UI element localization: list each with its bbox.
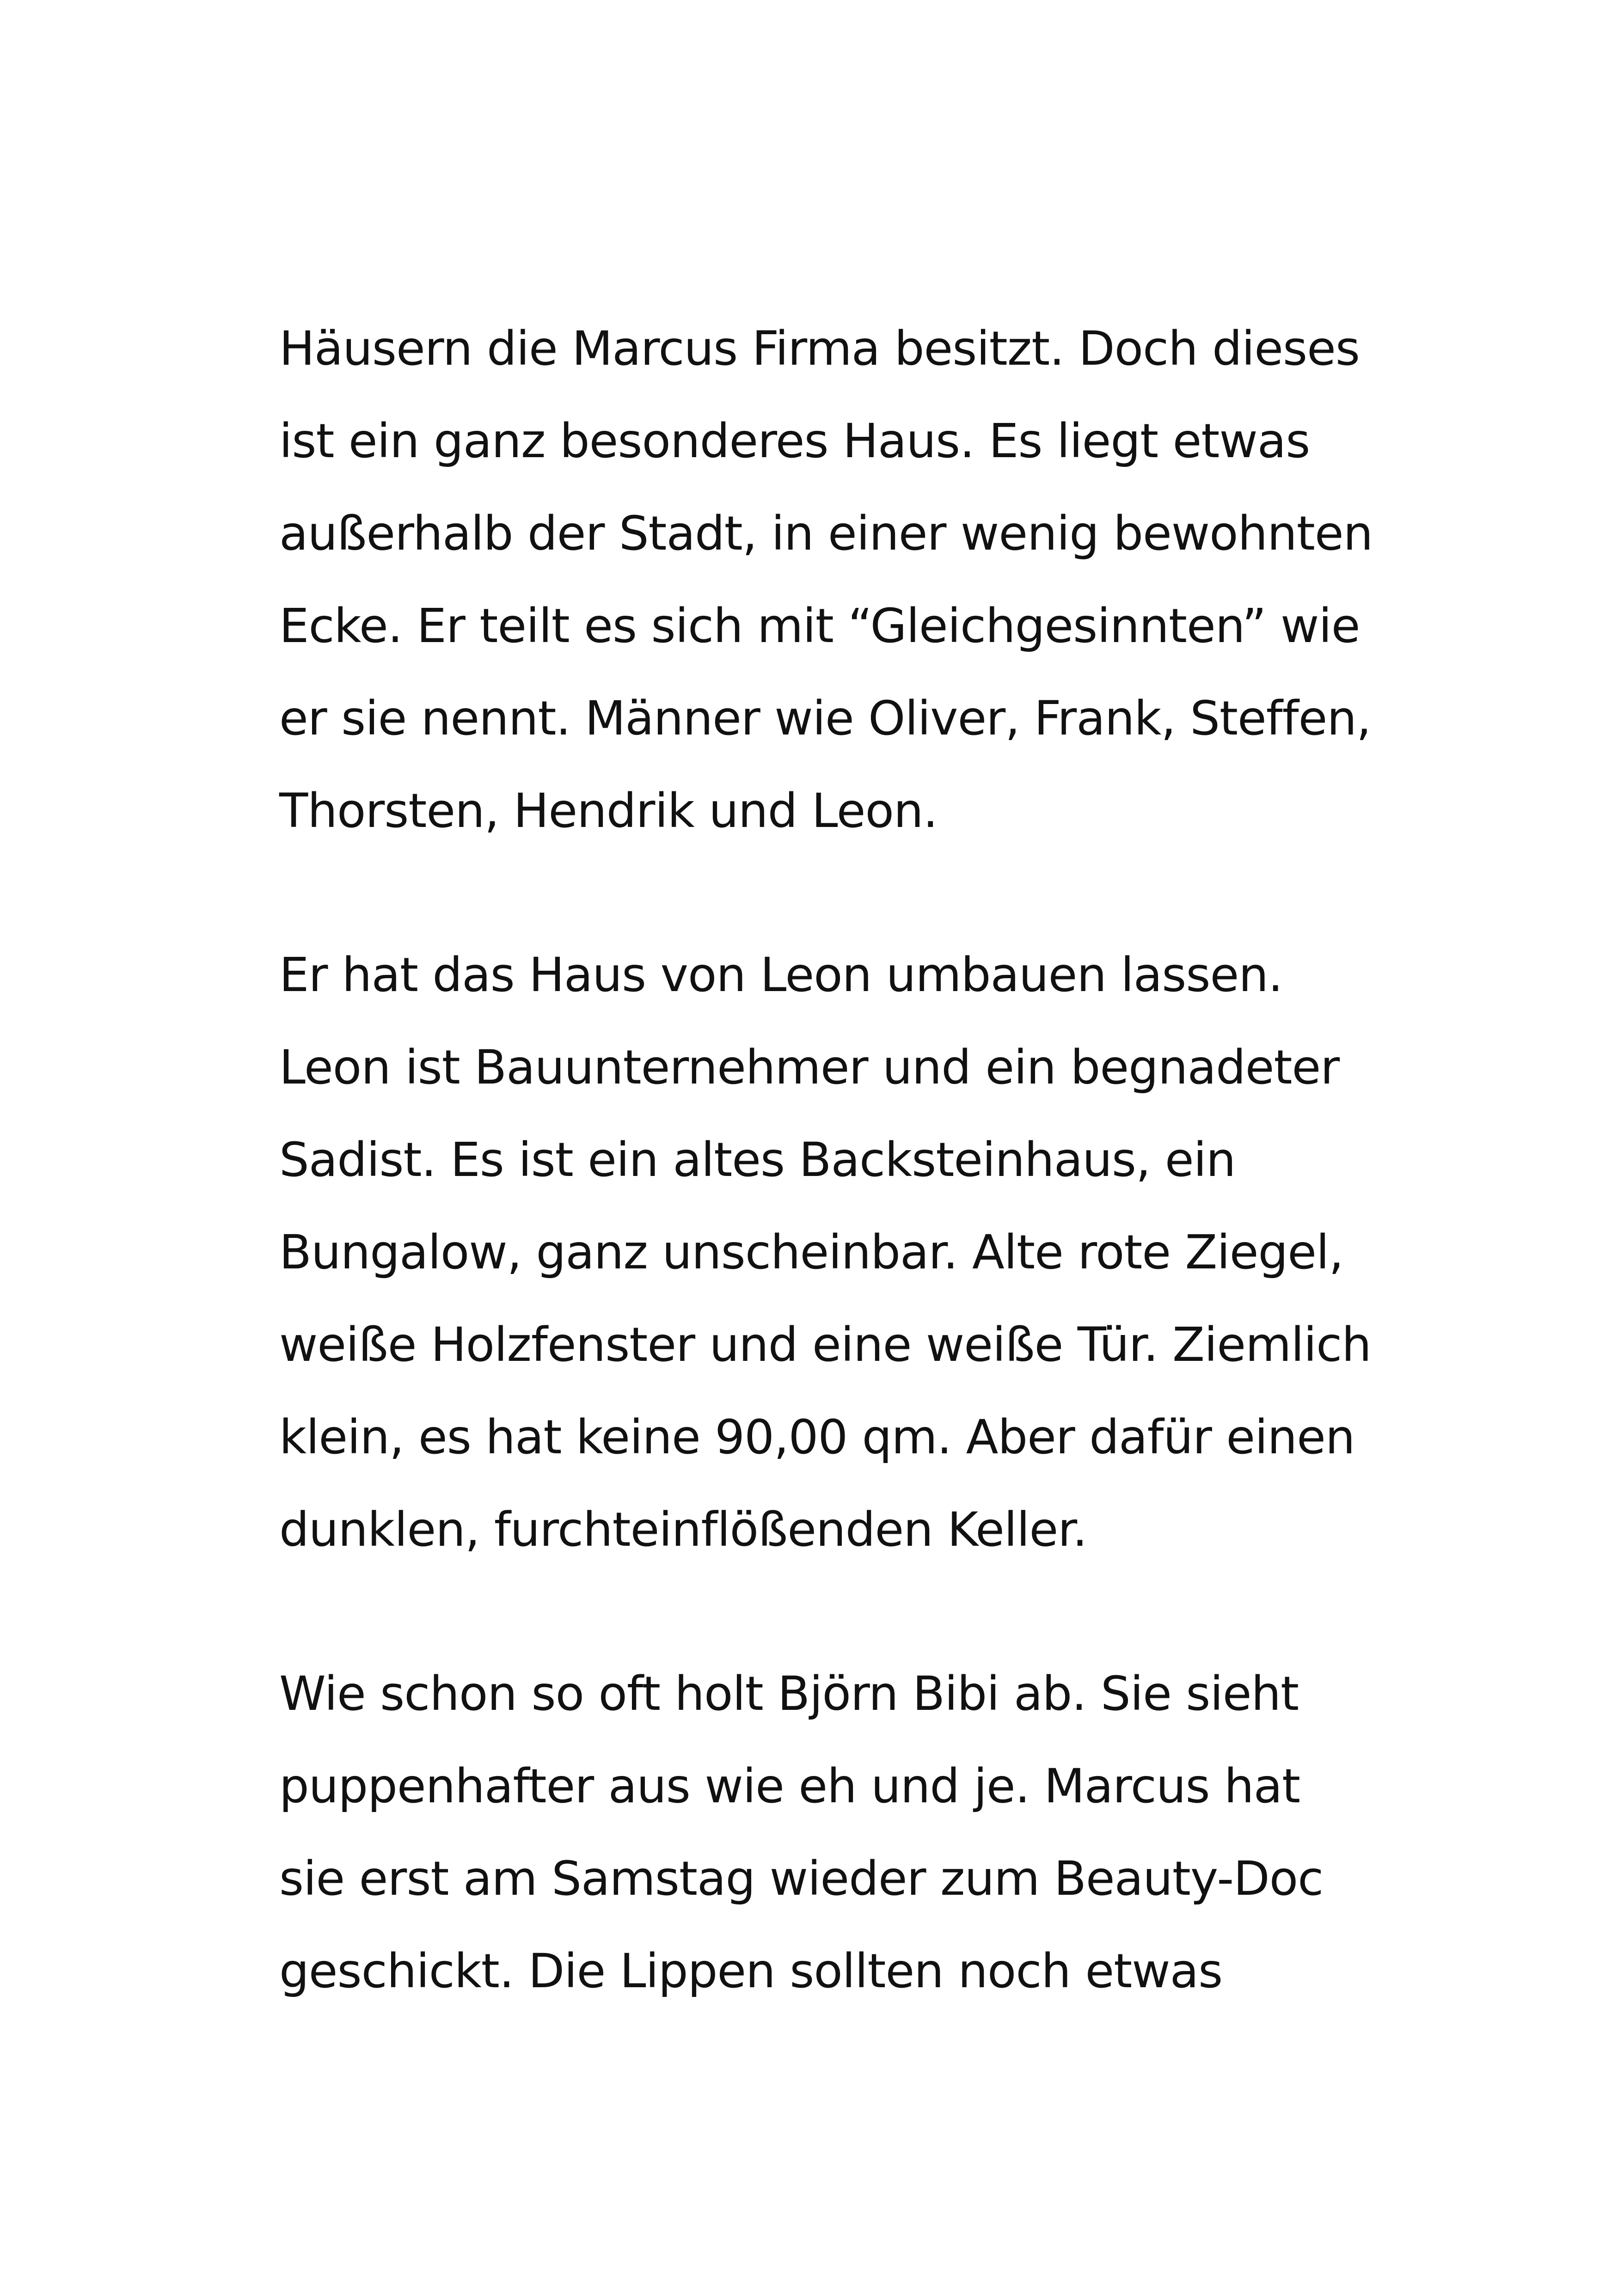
paragraph-1-line-3: außerhalb der Stadt, in einer wenig bewohnten: [279, 506, 1373, 561]
paragraph-1-line-1: Häusern die Marcus Firma besitzt. Doch dieses: [279, 321, 1360, 376]
paragraph-1-line-2: ist ein ganz besonderes Haus. Es liegt etwas: [279, 414, 1310, 469]
paragraph-3-line-1: Wie schon so oft holt Björn Bibi ab. Sie sieht: [279, 1666, 1299, 1721]
paragraph-2-line-1: Er hat das Haus von Leon umbauen lassen.: [279, 948, 1283, 1003]
paragraph-1-line-6: Thorsten, Hendrik und Leon.: [279, 784, 938, 839]
paragraph-2-line-2: Leon ist Bauunternehmer und ein begnadeter: [279, 1040, 1340, 1095]
paragraph-3-line-4: geschickt. Die Lippen sollten noch etwas: [279, 1944, 1223, 1999]
paragraph-2-line-6: klein, es hat keine 90,00 qm. Aber dafür einen: [279, 1410, 1355, 1465]
paragraph-3-line-2: puppenhafter aus wie eh und je. Marcus hat: [279, 1759, 1300, 1814]
paragraph-3-line-3: sie erst am Samstag wieder zum Beauty-Doc: [279, 1851, 1324, 1906]
paragraph-1-line-5: er sie nennt. Männer wie Oliver, Frank, Steffen,: [279, 691, 1371, 746]
paragraph-2-line-7: dunklen, furchteinflößenden Keller.: [279, 1502, 1087, 1557]
paragraph-2-line-3: Sadist. Es ist ein altes Backsteinhaus, ein: [279, 1133, 1236, 1188]
paragraph-2-line-4: Bungalow, ganz unscheinbar. Alte rote Ziegel,: [279, 1225, 1343, 1280]
paragraph-1-line-4: Ecke. Er teilt es sich mit “Gleichgesinnten” wie: [279, 599, 1360, 654]
paragraph-2-line-5: weiße Holzfenster und eine weiße Tür. Ziemlich: [279, 1317, 1371, 1372]
